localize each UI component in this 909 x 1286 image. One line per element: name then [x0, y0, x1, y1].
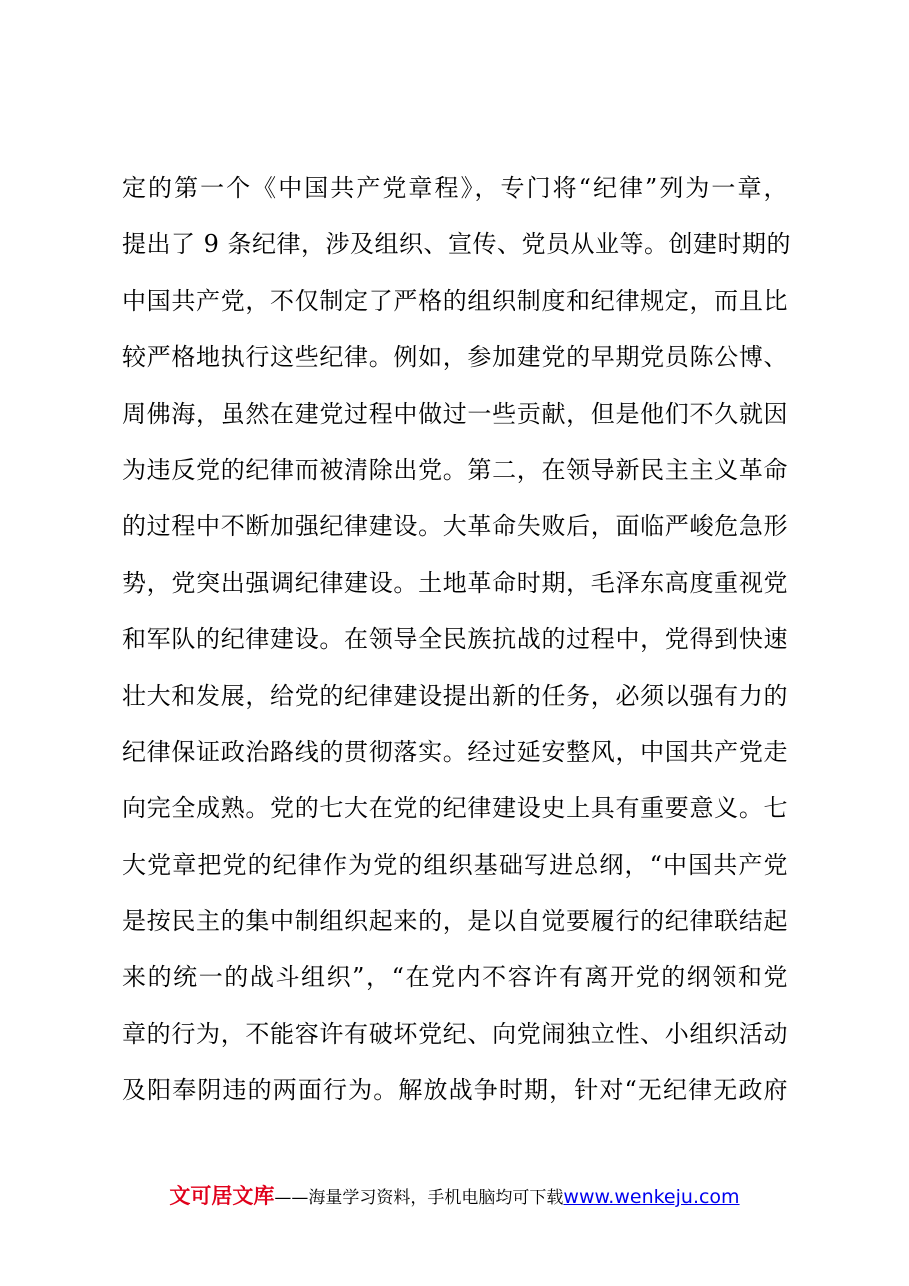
footer-banner [0, 1180, 909, 1214]
brand-name: 文可居文库 [169, 1184, 275, 1208]
text-line: 纪律保证政治路线的贯彻落实。经过延安整风，中国共产党走 [122, 737, 788, 766]
text-line: 及阳奉阴违的两面行为。解放战争时期，针对“无纪律无政府 [122, 1076, 788, 1105]
text-line: 章的行为，不能容许有破坏党纪、向党闹独立性、小组织活动 [122, 1019, 788, 1048]
website-link[interactable]: www.wenkeju.com [563, 1186, 740, 1208]
body-text [122, 160, 792, 1119]
text-line: 较严格地执行这些纪律。例如，参加建党的早期党员陈公博、 [122, 343, 788, 372]
text-line: 是按民主的集中制组织起来的，是以自觉要履行的纪律联结起 [122, 907, 788, 936]
text-line: 定的第一个《中国共产党章程》，专门将“纪律”列为一章， [122, 174, 788, 202]
text-line: 为违反党的纪律而被清除出党。第二，在领导新民主主义革命 [122, 455, 788, 484]
text-line: 壮大和发展，给党的纪律建设提出新的任务，必须以强有力的 [122, 681, 788, 710]
text-line: 中国共产党，不仅制定了严格的组织制度和纪律规定，而且比 [122, 286, 788, 315]
text-line: 和军队的纪律建设。在领导全民族抗战的过程中，党得到快速 [122, 625, 788, 654]
text-line: 的过程中不断加强纪律建设。大革命失败后，面临严峻危急形 [122, 512, 788, 541]
text-line: 势，党突出强调纪律建设。土地革命时期，毛泽东高度重视党 [122, 568, 788, 597]
text-line: 大党章把党的纪律作为党的组织基础写进总纲，“中国共产党 [122, 850, 788, 879]
text-line: 提出了 9 条纪律，涉及组织、宣传、党员从业等。创建时期的 [122, 230, 792, 259]
footer-tagline: ——海量学习资料，手机电脑均可下载 [274, 1188, 564, 1208]
text-line: 向完全成熟。党的七大在党的纪律建设史上具有重要意义。七 [122, 794, 788, 823]
text-line: 周佛海，虽然在建党过程中做过一些贡献，但是他们不久就因 [122, 399, 788, 428]
text-line: 来的统一的战斗组织”，“在党内不容许有离开党的纲领和党 [122, 963, 788, 992]
